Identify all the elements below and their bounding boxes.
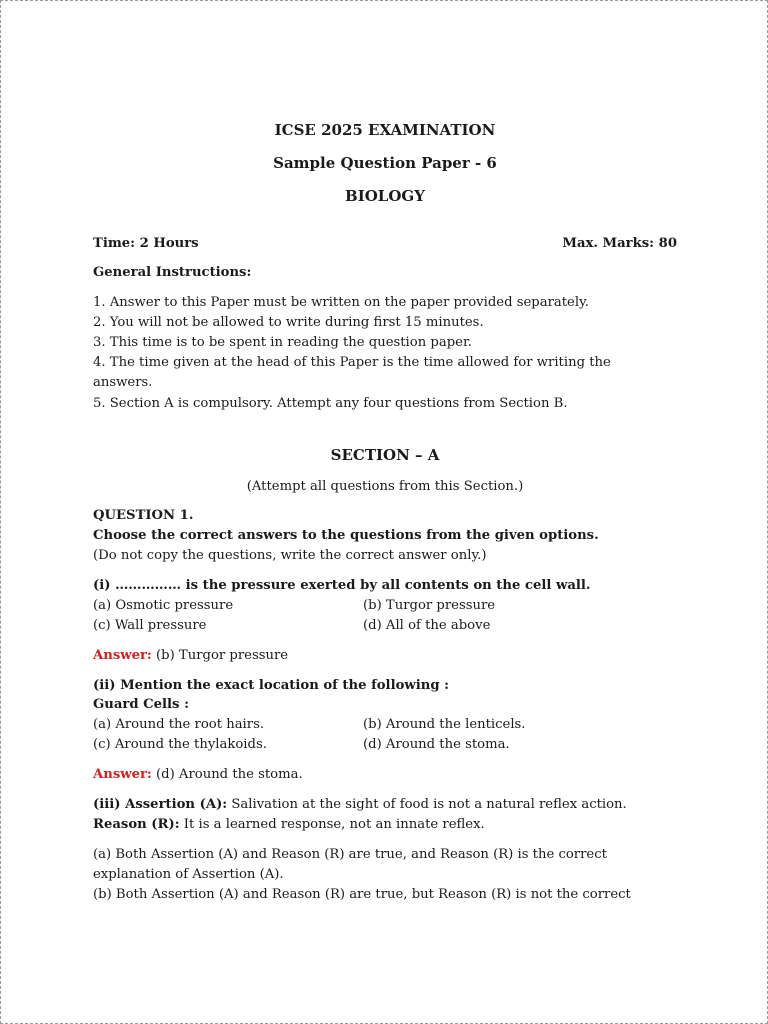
instruction-item: 2. You will not be allowed to write during first 15 minutes. (93, 315, 484, 330)
option: (b) Around the lenticels. (363, 717, 526, 732)
option: (a) Around the root hairs. (93, 717, 265, 732)
answer-label: Answer: (93, 648, 152, 663)
option: (b) Both Assertion (A) and Reason (R) are true, but Reason (R) is not the correct (93, 887, 631, 902)
instructions-heading: General Instructions: (93, 265, 252, 280)
answer-text: (d) Around the stoma. (151, 767, 303, 782)
answer-line (93, 767, 303, 782)
instruction-item: 1. Answer to this Paper must be written on the paper provided separately. (93, 295, 589, 310)
section-note: (Attempt all questions from this Section.) (246, 479, 524, 494)
reason-line (93, 817, 485, 832)
reason-text: It is a learned response, not an innate reflex. (179, 817, 485, 832)
option: (a) Osmotic pressure (93, 598, 234, 613)
option: (c) Wall pressure (93, 618, 207, 633)
subject-title: BIOLOGY (345, 187, 425, 205)
instruction-item: 4. The time given at the head of this Paper is the time allowed for writing the (93, 355, 611, 370)
question-ii-stem: (ii) Mention the exact location of the following : (93, 678, 450, 693)
option: (b) Turgor pressure (363, 598, 496, 613)
reason-label: Reason (R): (93, 817, 180, 832)
answer-text: (b) Turgor pressure (151, 648, 289, 663)
option-continuation: explanation of Assertion (A). (93, 867, 284, 882)
section-title: SECTION – A (330, 446, 440, 464)
assertion-line (93, 797, 627, 812)
answer-line (93, 648, 288, 663)
option: (c) Around the thylakoids. (93, 737, 267, 752)
time-allowed: Time: 2 Hours (93, 236, 199, 251)
answer-label: Answer: (93, 767, 152, 782)
option: (d) All of the above (363, 618, 491, 633)
instruction-item: 5. Section A is compulsory. Attempt any four questions from Section B. (93, 396, 568, 411)
question-label: QUESTION 1. (93, 508, 194, 523)
assertion-label: (iii) Assertion (A): (93, 797, 228, 812)
question-directive: Choose the correct answers to the questions from the given options. (93, 528, 599, 543)
paper-title: Sample Question Paper - 6 (273, 154, 497, 172)
question-i-stem: (i) …………… is the pressure exerted by all contents on the cell wall. (93, 578, 591, 593)
option: (a) Both Assertion (A) and Reason (R) are true, and Reason (R) is the correct (93, 847, 607, 862)
instruction-item: answers. (93, 375, 153, 390)
option: (d) Around the stoma. (363, 737, 510, 752)
exam-title: ICSE 2025 EXAMINATION (274, 121, 496, 139)
question-ii-subheading: Guard Cells : (93, 697, 189, 712)
assertion-text: Salivation at the sight of food is not a natural reflex action. (227, 797, 627, 812)
max-marks: Max. Marks: 80 (562, 236, 677, 251)
question-note: (Do not copy the questions, write the correct answer only.) (93, 548, 487, 563)
instruction-item: 3. This time is to be spent in reading the question paper. (93, 335, 472, 350)
